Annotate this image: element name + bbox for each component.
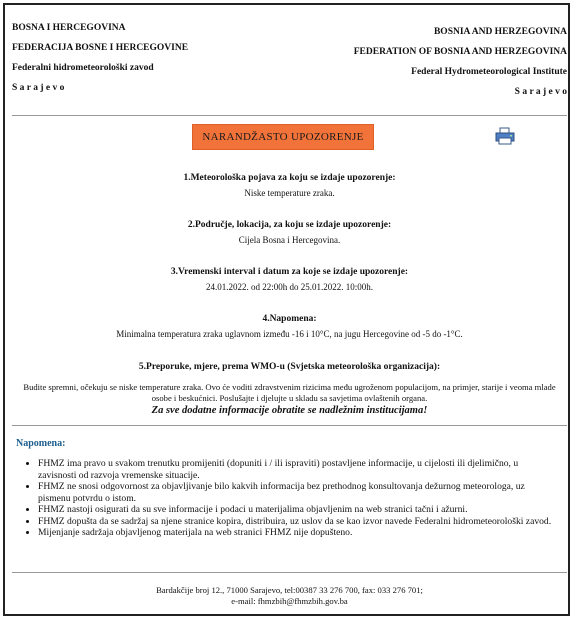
footer bbox=[0, 585, 579, 606]
footer-divider bbox=[12, 572, 567, 573]
note-item: • FHMZ nastoji osigurati da su sve informacije i podaci u materijalima objavljenim na web stranici tačni i ažurni. bbox=[38, 504, 558, 516]
header-left-federation: FEDERACIJA BOSNE I HERCEGOVINE bbox=[12, 43, 189, 53]
section-2 bbox=[0, 220, 579, 245]
note-item: • Mijenjanje sadržaja objavljenog materijala na web stranici FHMZ nije dopušteno. bbox=[38, 527, 558, 539]
section-5 bbox=[0, 362, 579, 372]
notes-divider bbox=[12, 425, 567, 426]
section-2-text: Cijela Bosna i Hercegovina. bbox=[238, 235, 341, 245]
recommendation-text: Budite spremni, očekuju se niske temperature zraka. Ovo će voditi zdravstvenim rizicima među ugroženom populacijom, na primjer, starije i veoma mlade osobe i beskućnici. Poslušajte i djelujte u skladu sa savjetima ovlaštenih organa. bbox=[23, 382, 556, 403]
section-2-title: 2.Područje, lokacija, za koju se izdaje upozorenje: bbox=[187, 220, 392, 230]
section-1-text: Niske temperature zraka. bbox=[244, 188, 335, 198]
section-4 bbox=[0, 314, 579, 339]
header-right-country: BOSNIA AND HERZEGOVINA bbox=[433, 27, 567, 37]
notes-title: Napomena: bbox=[16, 438, 66, 449]
footer-email[interactable]: e-mail: fhmzbih@fhmzbih.gov.ba bbox=[231, 595, 348, 606]
section-3-text: 24.01.2022. od 22:00h do 25.01.2022. 10:00h. bbox=[205, 282, 373, 292]
header-left-country: BOSNA I HERCEGOVINA bbox=[12, 23, 126, 33]
section-4-title: 4.Napomena: bbox=[262, 314, 317, 324]
warning-badge bbox=[193, 125, 373, 149]
header-right-city: S a r a j e v o bbox=[514, 87, 567, 97]
notes-list bbox=[20, 458, 558, 539]
header-right-institute: Federal Hydrometeorological Institute bbox=[411, 67, 567, 77]
header-left-institute: Federalni hidrometeorološki zavod bbox=[12, 63, 154, 73]
printer-icon[interactable] bbox=[495, 127, 515, 145]
header-right bbox=[354, 22, 567, 102]
section-1-title: 1.Meteorološka pojava za koju se izdaje upozorenje: bbox=[183, 173, 396, 183]
recommendation-emphasis: Za sve dodatne informacije obratite se nadležnim institucijama! bbox=[151, 405, 428, 416]
header-divider bbox=[12, 115, 567, 116]
warning-label: NARANDŽASTO UPOZORENJE bbox=[202, 131, 364, 143]
header-left bbox=[12, 18, 188, 98]
header-left-city: S a r a j e v o bbox=[12, 83, 65, 93]
note-item: • FHMZ ima pravo u svakom trenutku promijeniti (dopuniti i / ili ispraviti) postavljene informacije, u cijelosti ili djelimično, u zavisnosti od razvoja vremenske situacije. bbox=[38, 458, 558, 481]
header-right-federation: FEDERATION OF BOSNIA AND HERZEGOVINA bbox=[353, 47, 567, 57]
footer-address: Bardakčije broj 12., 71000 Sarajevo, tel:00387 33 276 700, fax: 033 276 701; bbox=[156, 585, 423, 595]
section-3 bbox=[0, 267, 579, 292]
note-item: • FHMZ ne snosi odgovornost za objavljivanje bilo kakvih informacija bez prethodnog konsultovanja dežurnog meteorologa, uz pismenu potvrdu o istom. bbox=[38, 481, 558, 504]
section-1 bbox=[0, 173, 579, 198]
section-5-title: 5.Preporuke, mjere, prema WMO-u (Svjetska meteorološka organizacija): bbox=[138, 362, 441, 372]
note-item: • FHMZ dopušta da se sadržaj sa njene stranice kopira, distribuira, uz uslov da se kao izvor navede Federalni hidrometeorološki zavod. bbox=[38, 516, 558, 528]
section-4-text: Minimalna temperatura zraka uglavnom između -16 i 10°C, na jugu Hercegovine od -5 do -1°C. bbox=[116, 329, 463, 339]
section-3-title: 3.Vremenski interval i datum za koje se izdaje upozorenje: bbox=[170, 267, 409, 277]
